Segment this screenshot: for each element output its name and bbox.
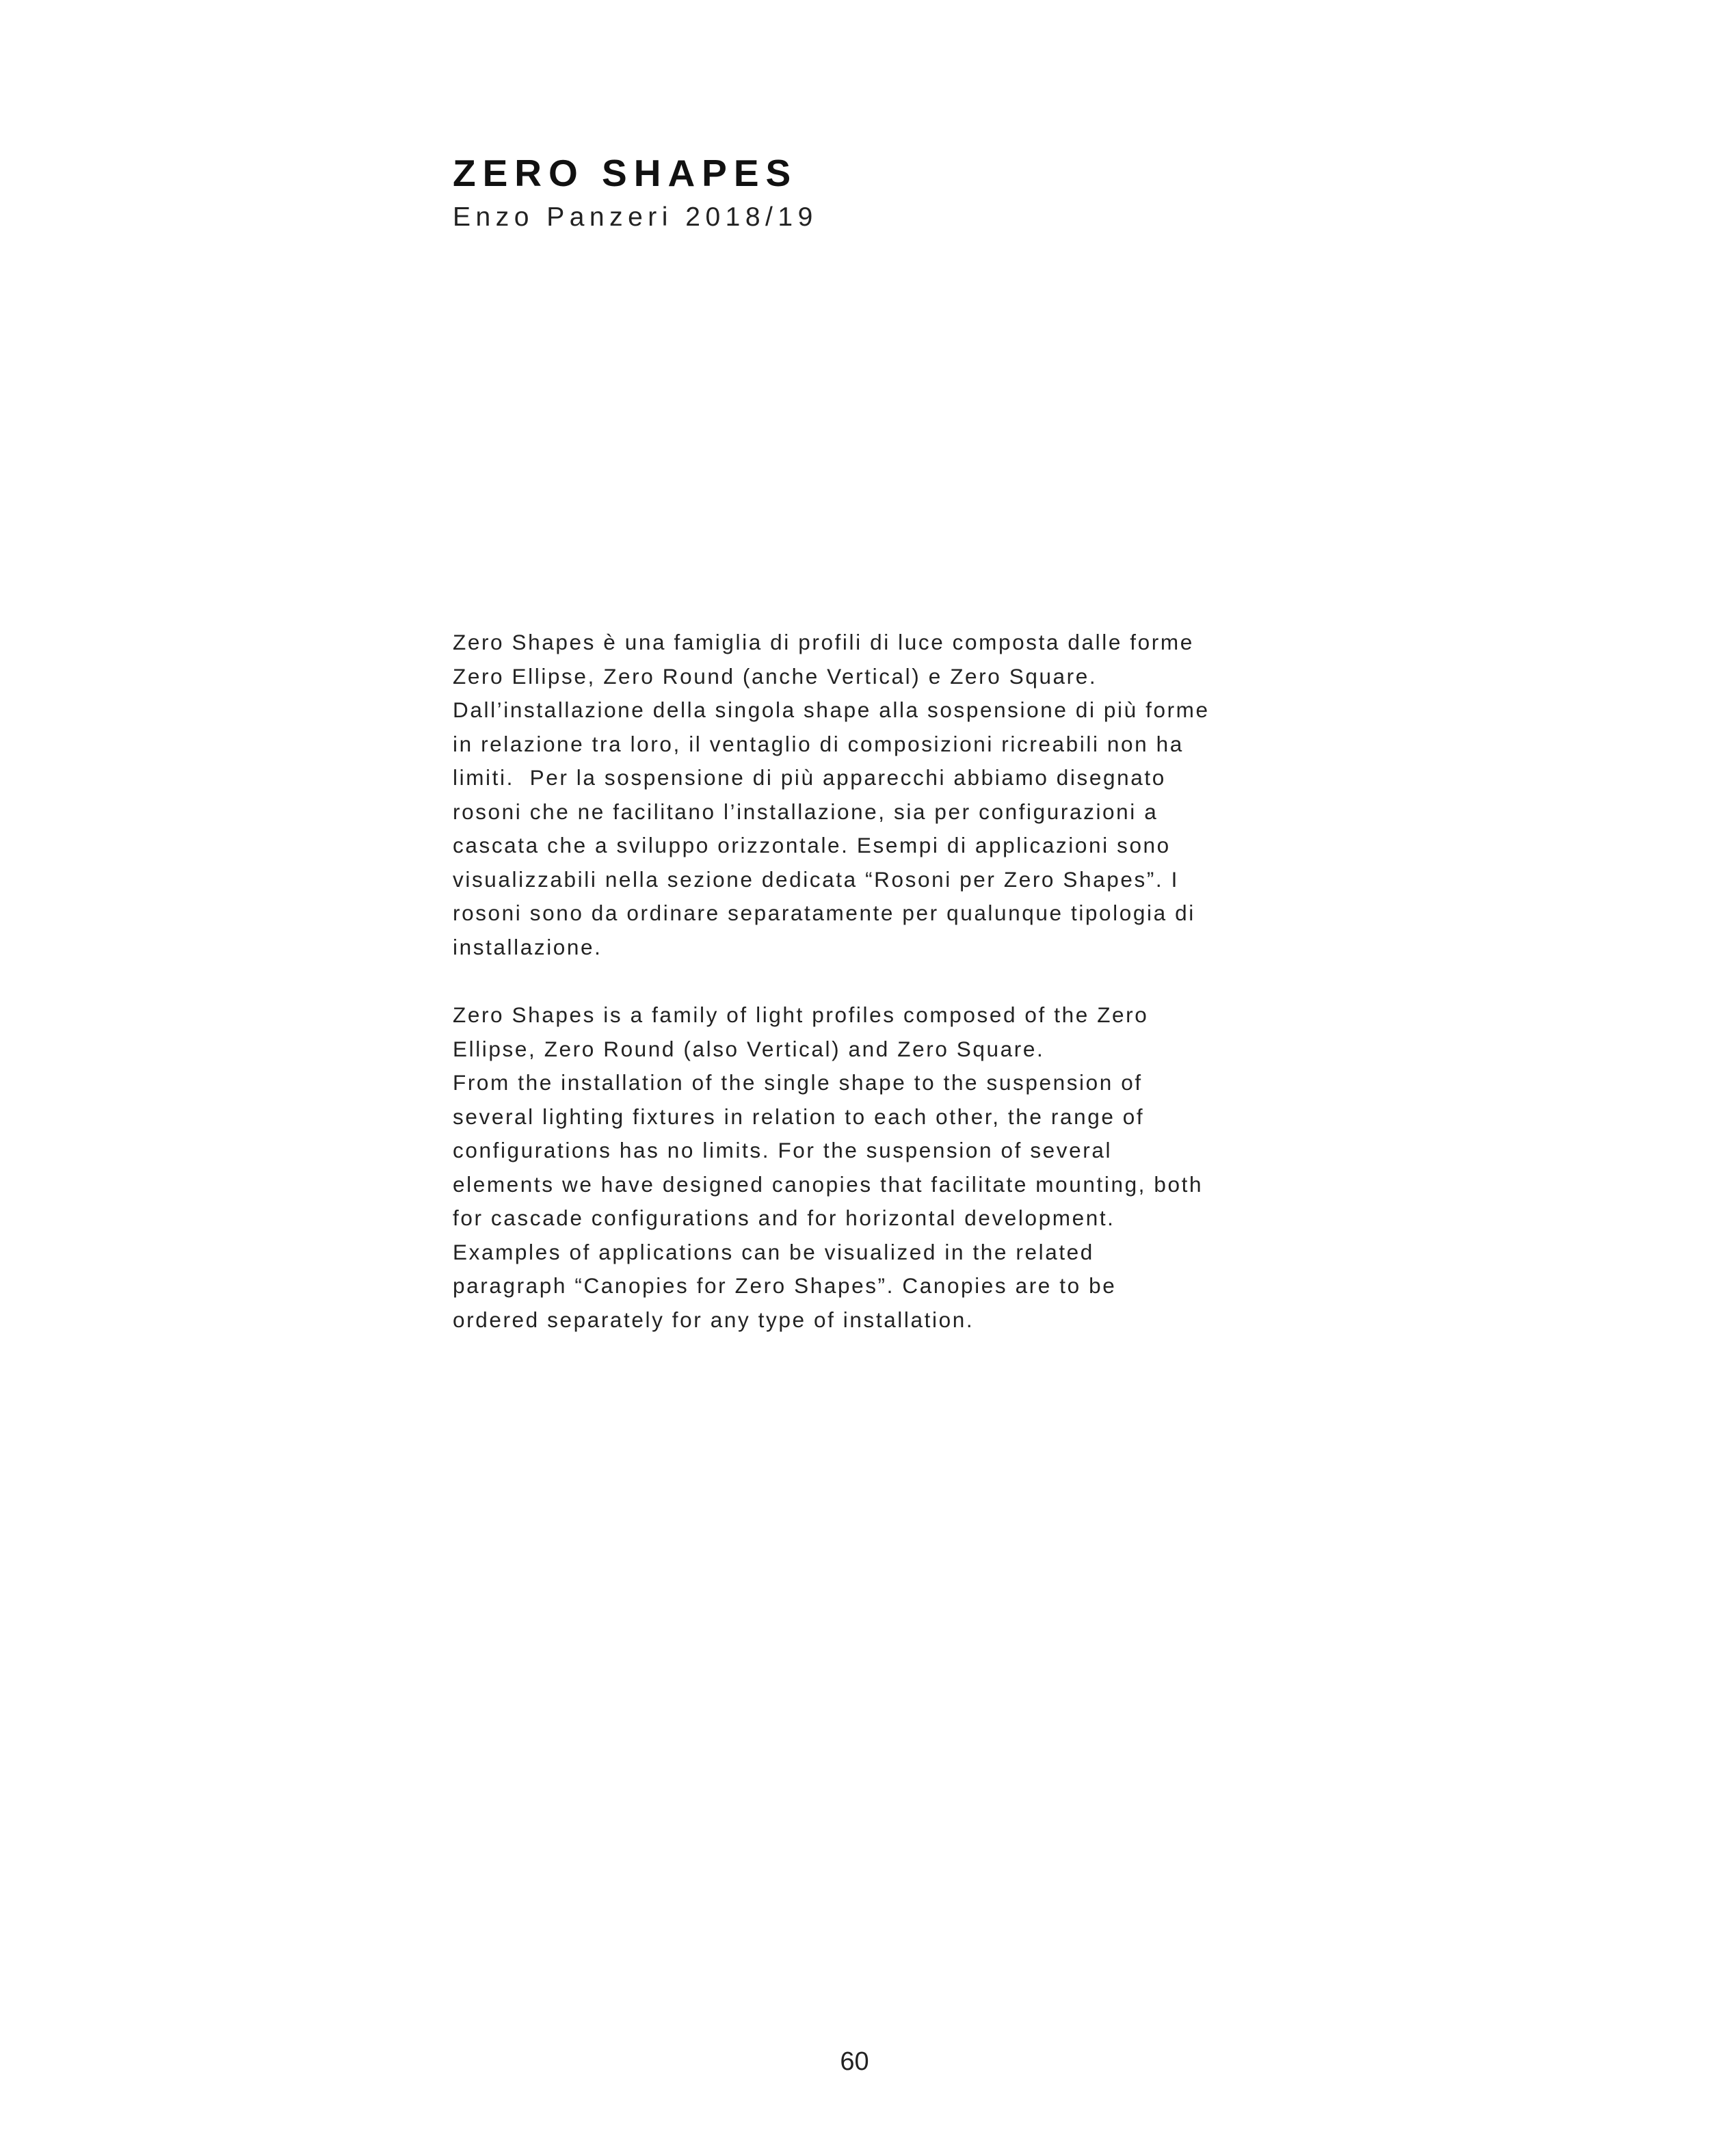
text-line: configurations has no limits. For the suspension of several (453, 1138, 1113, 1162)
text-line: Ellipse, Zero Round (also Vertical) and Zero Square. (453, 1036, 1045, 1061)
text-line: Examples of applications can be visualized in the related (453, 1239, 1094, 1264)
text-line: several lighting fixtures in relation to each other, the range of (453, 1104, 1145, 1129)
text-line: Zero Ellipse, Zero Round (anche Vertical) e Zero Square. (453, 663, 1098, 689)
text-line: From the installation of the single shape to the suspension of (453, 1070, 1143, 1095)
text-line: rosoni sono da ordinare separatamente per qualunque tipologia di (453, 901, 1195, 925)
page-number: 60 (840, 2047, 869, 2076)
text-line: Zero Shapes è una famiglia di profili di luce composta dalle forme (453, 630, 1194, 654)
text-line: for cascade configurations and for horizontal development. (453, 1206, 1115, 1230)
page-subtitle: Enzo Panzeri 2018/19 (453, 202, 818, 232)
body-text (453, 626, 1294, 1371)
text-line: elements we have designed canopies that facilitate mounting, both (453, 1171, 1204, 1197)
text-line: paragraph “Canopies for Zero Shapes”. Canopies are to be (453, 1273, 1117, 1298)
text-line: rosoni che ne facilitano l’installazione, sia per configurazioni a (453, 799, 1158, 824)
english-paragraph (453, 998, 1294, 1337)
text-line: cascata che a sviluppo orizzontale. Esempi di applicazioni sono (453, 833, 1171, 857)
text-line: installazione. (453, 934, 602, 959)
text-line: ordered separately for any type of installation. (453, 1307, 975, 1332)
text-line: visualizzabili nella sezione dedicata “Rosoni per Zero Shapes”. I (453, 866, 1179, 892)
text-line: Dall’installazione della singola shape alla sospensione di più forme (453, 697, 1210, 722)
header (453, 149, 1342, 235)
page-title: ZERO SHAPES (453, 152, 798, 194)
text-line: in relazione tra loro, il ventaglio di composizioni ricreabili non ha (453, 731, 1184, 756)
text-line: Zero Shapes is a family of light profiles composed of the Zero (453, 1002, 1149, 1027)
italian-paragraph (453, 626, 1294, 964)
text-line: limiti. Per la sospensione di più apparecchi abbiamo disegnato (453, 765, 1166, 790)
